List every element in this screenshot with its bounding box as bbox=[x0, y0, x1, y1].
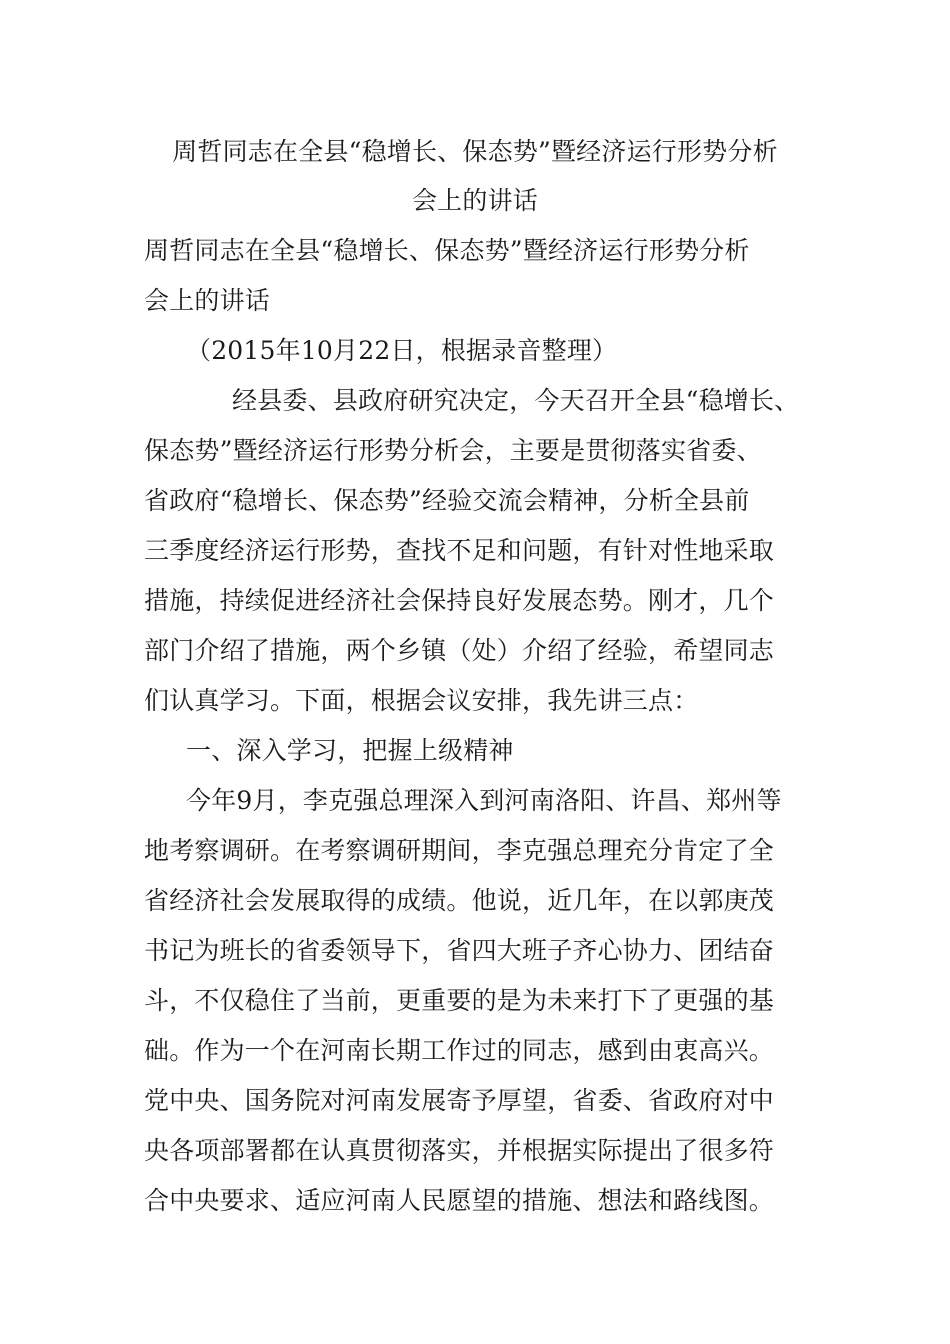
body-line-3: 省经济社会发展取得的成绩。他说，近几年，在以郭庚茂 bbox=[144, 886, 775, 915]
title-centered-line-1: 周哲同志在全县“稳增长、保态势”暨经济运行形势分析 bbox=[172, 137, 778, 166]
intro-line-1: 经县委、县政府研究决定，今天召开全县“稳增长、 bbox=[232, 386, 800, 415]
intro-line-4: 三季度经济运行形势，查找不足和问题，有针对性地采取 bbox=[144, 536, 775, 565]
section-heading: 一、深入学习，把握上级精神 bbox=[186, 736, 514, 765]
body-line-2: 地考察调研。在考察调研期间，李克强总理充分肯定了全 bbox=[144, 836, 775, 865]
body-line-6: 础。作为一个在河南长期工作过的同志，感到由衷高兴。 bbox=[144, 1036, 775, 1065]
body-line-1: 今年9月，李克强总理深入到河南洛阳、许昌、郑州等 bbox=[186, 786, 782, 815]
body-line-7: 党中央、国务院对河南发展寄予厚望，省委、省政府对中 bbox=[144, 1086, 775, 1115]
intro-line-6: 部门介绍了措施，两个乡镇（处）介绍了经验，希望同志 bbox=[144, 636, 775, 665]
intro-line-2: 保态势”暨经济运行形势分析会，主要是贯彻落实省委、 bbox=[144, 436, 762, 465]
title-centered-line-2: 会上的讲话 bbox=[411, 186, 538, 215]
body-line-9: 合中央要求、适应河南人民愿望的措施、想法和路线图。 bbox=[144, 1186, 775, 1215]
intro-line-3: 省政府“稳增长、保态势”经验交流会精神，分析全县前 bbox=[144, 486, 750, 515]
body-line-8: 央各项部署都在认真贯彻落实，并根据实际提出了很多符 bbox=[144, 1136, 775, 1165]
date-note: （2015年10月22日，根据录音整理） bbox=[186, 336, 618, 365]
intro-line-7: 们认真学习。下面，根据会议安排，我先讲三点： bbox=[144, 686, 699, 715]
intro-line-5: 措施，持续促进经济社会保持良好发展态势。刚才，几个 bbox=[144, 586, 775, 615]
body-line-4: 书记为班长的省委领导下，省四大班子齐心协力、团结奋 bbox=[144, 936, 775, 965]
body-line-5: 斗，不仅稳住了当前，更重要的是为未来打下了更强的基 bbox=[144, 986, 775, 1015]
title-repeat-line-1: 周哲同志在全县“稳增长、保态势”暨经济运行形势分析 bbox=[144, 236, 750, 265]
title-repeat-line-2: 会上的讲话 bbox=[144, 286, 271, 315]
